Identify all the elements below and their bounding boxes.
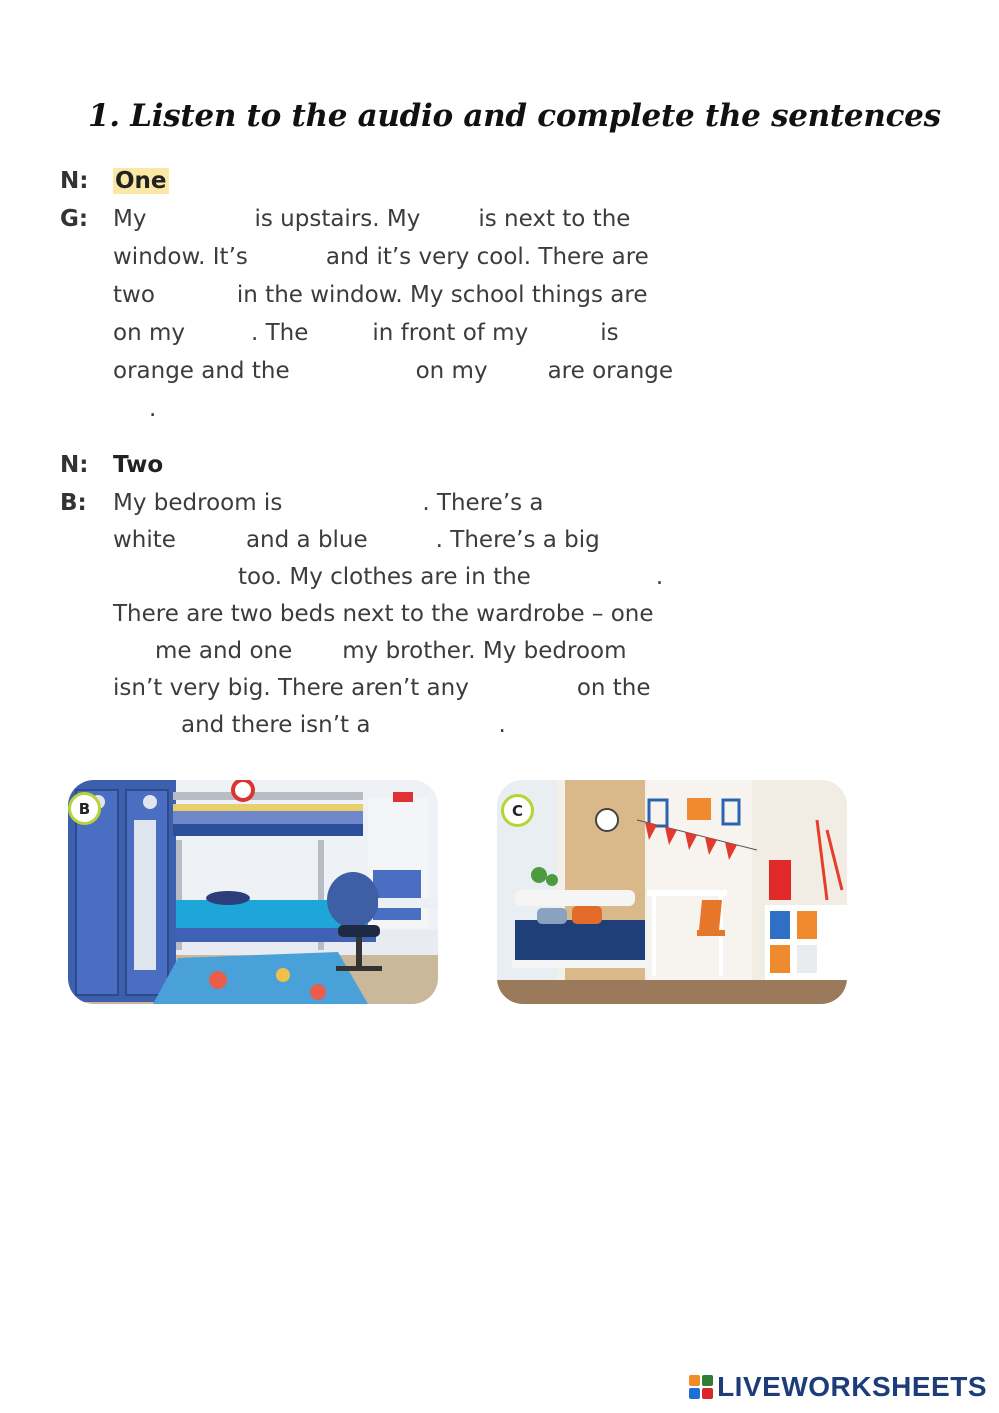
line-text: My bbox=[113, 206, 147, 232]
answer-blank[interactable] bbox=[146, 207, 254, 229]
answer-blank[interactable] bbox=[176, 528, 246, 550]
answer-blank[interactable] bbox=[368, 528, 436, 550]
line-text: me and one bbox=[155, 638, 293, 664]
speaker-label: G: bbox=[60, 206, 89, 232]
line-text: is upstairs. My bbox=[254, 206, 421, 232]
answer-blank[interactable] bbox=[155, 283, 237, 305]
line-text: on my bbox=[415, 358, 488, 384]
brand-name: LIVEWORKSHEETS bbox=[717, 1371, 987, 1402]
answer-blank[interactable] bbox=[469, 676, 577, 698]
narrator-label: N: bbox=[60, 452, 89, 478]
speaker-label: B: bbox=[60, 490, 87, 516]
answer-blank[interactable] bbox=[113, 639, 155, 661]
answer-blank[interactable] bbox=[308, 321, 372, 343]
answer-blank[interactable] bbox=[113, 565, 238, 587]
line-text: . bbox=[498, 712, 506, 738]
line-text: There are two beds next to the wardrobe – one bbox=[113, 601, 654, 627]
line-text: in front of my bbox=[372, 320, 529, 346]
answer-blank[interactable] bbox=[531, 565, 656, 587]
answer-blank[interactable] bbox=[185, 321, 251, 343]
answer-blank[interactable] bbox=[528, 321, 600, 343]
answer-blank[interactable] bbox=[290, 359, 416, 381]
answer-blank[interactable] bbox=[282, 491, 422, 513]
answer-blank[interactable] bbox=[370, 713, 498, 735]
liveworksheets-brand[interactable] bbox=[689, 1371, 987, 1403]
line-text: in the window. My school things are bbox=[236, 282, 648, 308]
line-text: window. It’s bbox=[113, 244, 248, 270]
dialogue-heading: Two bbox=[113, 452, 164, 478]
answer-blank[interactable] bbox=[488, 359, 548, 381]
line-text: white bbox=[113, 527, 176, 553]
exercise-title: 1. Listen to the audio and complete the sentences bbox=[88, 98, 941, 134]
modern-bedroom-illustration bbox=[497, 780, 847, 1004]
line-text: and a blue bbox=[245, 527, 368, 553]
line-text: and there isn’t a bbox=[181, 712, 371, 738]
photo-badge: C bbox=[501, 794, 534, 827]
answer-blank[interactable] bbox=[248, 245, 326, 267]
line-text: are orange bbox=[547, 358, 674, 384]
dialogue-heading: One bbox=[115, 168, 167, 194]
liveworksheets-logo-icon bbox=[689, 1375, 713, 1399]
line-text: is bbox=[600, 320, 619, 346]
line-text: too. My clothes are in the bbox=[238, 564, 531, 590]
line-text: orange and the bbox=[113, 358, 290, 384]
line-text: My bedroom is bbox=[113, 490, 283, 516]
bunk-bed-room-illustration bbox=[68, 780, 438, 1004]
line-text: my brother. My bedroom bbox=[342, 638, 627, 664]
line-text: . bbox=[149, 396, 157, 422]
answer-blank[interactable] bbox=[113, 713, 181, 735]
line-text: on the bbox=[576, 675, 651, 701]
bedroom-photo-c bbox=[497, 780, 847, 1004]
line-text: on my bbox=[113, 320, 185, 346]
bedroom-photo-b bbox=[68, 780, 438, 1004]
line-text: two bbox=[113, 282, 155, 308]
line-text: . The bbox=[250, 320, 309, 346]
narrator-label: N: bbox=[60, 168, 89, 194]
line-text: is next to the bbox=[478, 206, 631, 232]
answer-blank[interactable] bbox=[113, 397, 149, 419]
line-text: isn’t very big. There aren’t any bbox=[113, 675, 469, 701]
photo-badge: B bbox=[68, 792, 101, 825]
answer-blank[interactable] bbox=[420, 207, 478, 229]
line-text: . There’s a big bbox=[435, 527, 600, 553]
line-text: . bbox=[655, 564, 664, 590]
line-text: and it’s very cool. There are bbox=[325, 244, 649, 270]
line-text: . There’s a bbox=[422, 490, 544, 516]
answer-blank[interactable] bbox=[292, 639, 342, 661]
